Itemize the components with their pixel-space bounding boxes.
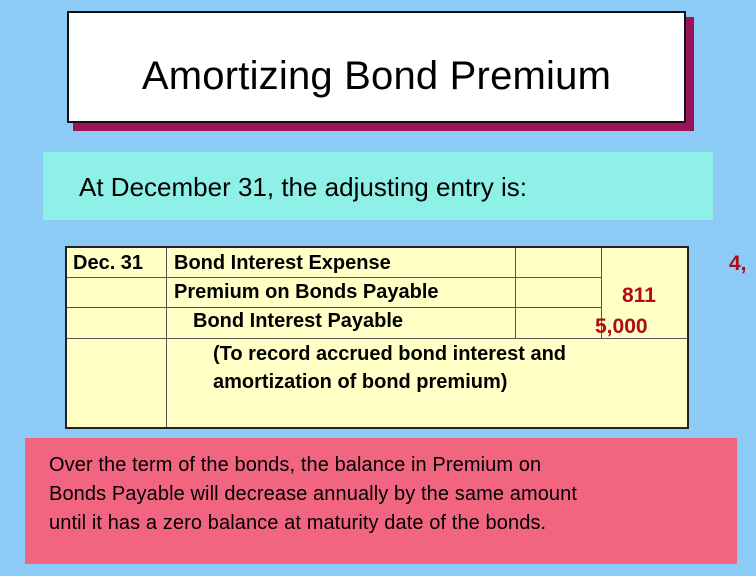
debit-account-bond-interest-expense: Bond Interest Expense bbox=[174, 252, 391, 274]
note-band bbox=[25, 438, 737, 564]
amount-bond-interest-payable: 5,000 bbox=[595, 315, 648, 338]
amount-bond-interest-expense: 4, bbox=[729, 252, 747, 275]
subtitle-band bbox=[43, 152, 713, 220]
note-line: Bonds Payable will decrease annually by the same amount bbox=[49, 483, 578, 505]
debit-account-premium-on-bonds-payable: Premium on Bonds Payable bbox=[174, 281, 439, 303]
amount-premium-on-bonds-payable: 811 bbox=[622, 284, 656, 307]
journal-account-column-rule bbox=[515, 248, 516, 338]
journal-explanation-line-2: amortization of bond premium) bbox=[213, 371, 508, 393]
journal-explanation-line-1: (To record accrued bond interest and bbox=[213, 343, 567, 365]
note-line: until it has a zero balance at maturity date of the bonds. bbox=[49, 512, 547, 534]
journal-row-rule bbox=[67, 307, 601, 308]
slide-title: Amortizing Bond Premium bbox=[141, 53, 612, 98]
journal-row-rule bbox=[67, 277, 601, 278]
credit-account-bond-interest-payable: Bond Interest Payable bbox=[193, 310, 404, 332]
slide-subtitle: At December 31, the adjusting entry is: bbox=[79, 172, 528, 202]
title-box bbox=[67, 11, 686, 123]
journal-date: Dec. 31 bbox=[73, 252, 144, 274]
journal-row-rule bbox=[67, 338, 687, 339]
note-line: Over the term of the bonds, the balance in Premium on bbox=[49, 454, 542, 476]
note-text bbox=[49, 451, 734, 538]
